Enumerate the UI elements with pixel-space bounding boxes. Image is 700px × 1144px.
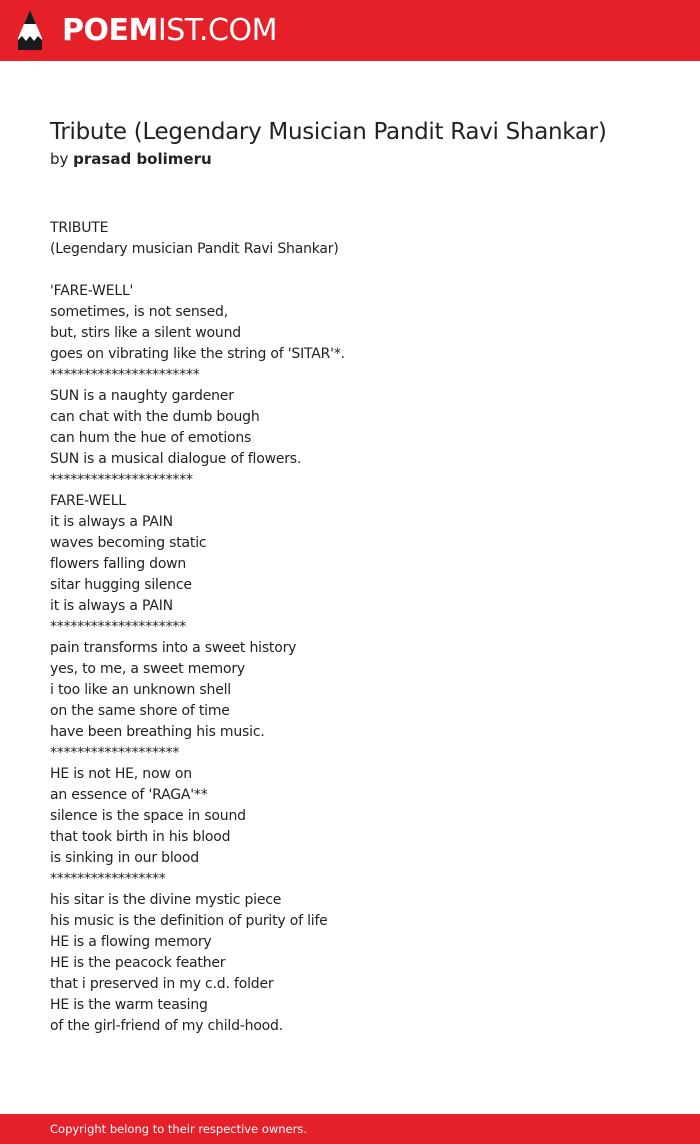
author-name: prasad bolimeru — [73, 150, 212, 168]
poem-line: it is always a PAIN — [50, 514, 173, 530]
poem-line: SUN is a musical dialogue of flowers. — [50, 451, 302, 467]
poem-line: pain transforms into a sweet history — [50, 640, 297, 656]
poem-line: 'FARE-WELL' — [50, 283, 134, 299]
poem-body — [50, 218, 670, 1037]
copyright-notice: Copyright belong to their respective owners. — [50, 1122, 308, 1136]
poem-line: (Legendary musician Pandit Ravi Shankar) — [50, 241, 339, 257]
poem-line: his music is the definition of purity of life — [50, 913, 328, 929]
poem-line: it is always a PAIN — [50, 598, 173, 614]
poem-line: flowers falling down — [50, 556, 187, 572]
poem-line: that i preserved in my c.d. folder — [50, 976, 274, 992]
poem-line: that took birth in his blood — [50, 829, 231, 845]
poem-line: HE is a flowing memory — [50, 934, 212, 950]
poem-line: on the same shore of time — [50, 703, 230, 719]
poem-line: sometimes, is not sensed, — [50, 304, 228, 320]
logo-light-text: IST.COM — [157, 13, 277, 48]
poem-line — [50, 260, 670, 281]
poem-line: his sitar is the divine mystic piece — [50, 892, 282, 908]
site-logo[interactable] — [62, 13, 277, 49]
poem-line: SUN is a naughty gardener — [50, 388, 234, 404]
poem-line: ********************** — [50, 367, 200, 383]
poem-line: ********************* — [50, 472, 193, 488]
poem-line: ******************* — [50, 745, 180, 761]
poem-line: have been breathing his music. — [50, 724, 265, 740]
poem-line: an essence of 'RAGA'** — [50, 787, 208, 803]
poem-line: sitar hugging silence — [50, 577, 192, 593]
poem-line: HE is the peacock feather — [50, 955, 226, 971]
poem-line: silence is the space in sound — [50, 808, 246, 824]
poem-line: goes on vibrating like the string of 'SITAR'*. — [50, 346, 345, 362]
site-header — [0, 0, 700, 61]
site-footer — [0, 1114, 700, 1144]
poem-line: can hum the hue of emotions — [50, 430, 252, 446]
poem-line: of the girl-friend of my child-hood. — [50, 1018, 283, 1034]
poem-line: ***************** — [50, 871, 166, 887]
poem-line: HE is not HE, now on — [50, 766, 192, 782]
by-label: by — [50, 150, 74, 168]
poem-title: Tribute (Legendary Musician Pandit Ravi Shankar) — [50, 119, 607, 145]
poem-line: ******************** — [50, 619, 187, 635]
logo-bold-text: POEM — [62, 13, 158, 48]
poem-line: HE is the warm teasing — [50, 997, 208, 1013]
poem-line: TRIBUTE — [50, 220, 109, 236]
poem-line: but, stirs like a silent wound — [50, 325, 241, 341]
poem-line: is sinking in our blood — [50, 850, 199, 866]
poem-line: FARE-WELL — [50, 493, 126, 509]
byline — [50, 149, 212, 169]
pencil-icon[interactable] — [16, 9, 44, 52]
poem-line: i too like an unknown shell — [50, 682, 231, 698]
poem-line: waves becoming static — [50, 535, 207, 551]
poem-line: can chat with the dumb bough — [50, 409, 260, 425]
poem-line: yes, to me, a sweet memory — [50, 661, 245, 677]
